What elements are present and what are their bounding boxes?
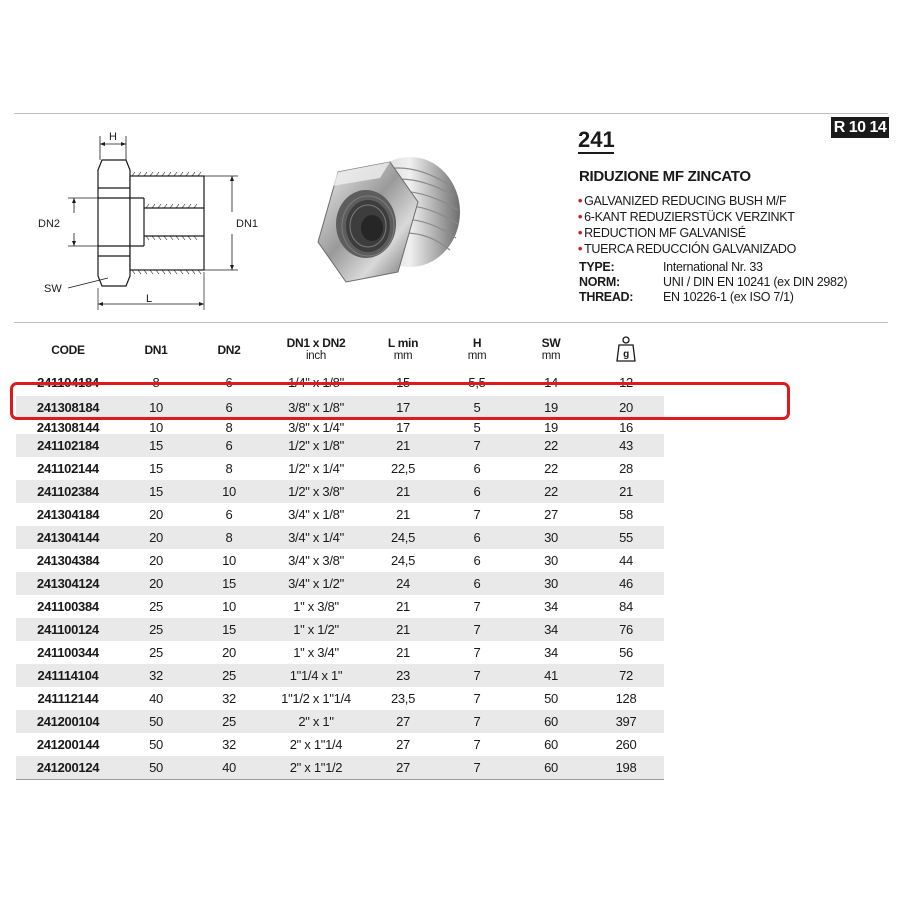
cell-weight: 58 xyxy=(619,507,633,522)
cell-h: 6 xyxy=(473,461,481,476)
cell-weight: 76 xyxy=(588,618,664,641)
cell-code: 241102184 xyxy=(16,434,120,457)
cell-code: 241104184 xyxy=(37,375,99,390)
cell-size: 2" x 1" xyxy=(266,710,366,733)
cell-sw: 22 xyxy=(514,434,588,457)
cell-sw: 27 xyxy=(544,507,558,522)
cell-dn1: 50 xyxy=(120,710,192,733)
cell-dn2: 8 xyxy=(192,526,266,549)
spec-key: TYPE: xyxy=(579,260,615,274)
cell-code: 241102384 xyxy=(16,480,120,503)
cell-lmin: 21 xyxy=(396,507,410,522)
cell-sw: 60 xyxy=(514,756,588,780)
cell-sw: 22 xyxy=(544,461,558,476)
cell-dn1: 25 xyxy=(149,599,163,614)
table-row xyxy=(16,687,664,710)
spec-value: UNI / DIN EN 10241 (ex DIN 2982) xyxy=(663,275,848,289)
cell-h: 6 xyxy=(440,480,514,503)
cell-weight: 56 xyxy=(619,645,633,660)
cell-h: 6 xyxy=(440,572,514,595)
cell-dn1: 50 xyxy=(120,756,192,780)
cell-dn2: 15 xyxy=(192,618,266,641)
cell-lmin: 23 xyxy=(366,664,440,687)
description-item: • TUERCA REDUCCIÓN GALVANIZADO xyxy=(578,242,797,256)
top-divider xyxy=(14,113,888,114)
weight-icon-label: g xyxy=(623,348,629,360)
cell-dn1: 50 xyxy=(149,737,163,752)
cell-code: 241112144 xyxy=(37,691,99,706)
cell-weight: 46 xyxy=(588,572,664,595)
cell-h: 7 xyxy=(440,434,514,457)
spec-list xyxy=(579,260,847,305)
cell-code: 241100384 xyxy=(37,599,99,614)
description-list xyxy=(578,193,796,257)
header-dn1: DN1 xyxy=(144,342,168,357)
cell-dn2: 6 xyxy=(192,396,266,419)
spec-key: NORM: xyxy=(579,275,620,289)
cell-code: 241100124 xyxy=(16,618,120,641)
table-row xyxy=(16,434,664,457)
spec-value: International Nr. 33 xyxy=(663,260,763,274)
cell-size: 1" x 1/2" xyxy=(266,618,366,641)
cell-size: 1" x 3/8" xyxy=(293,599,339,614)
cell-dn2: 25 xyxy=(192,664,266,687)
cell-sw: 41 xyxy=(514,664,588,687)
cell-code: 241304384 xyxy=(36,553,100,568)
cell-weight: 72 xyxy=(588,664,664,687)
cell-size: 1"1/4 x 1" xyxy=(266,664,366,687)
cell-weight: 260 xyxy=(615,737,637,752)
drawing-label-h: H xyxy=(109,131,117,143)
cell-h: 7 xyxy=(440,618,514,641)
cell-dn2: 32 xyxy=(222,737,236,752)
table-row xyxy=(16,526,664,549)
header-sw: SW mm xyxy=(541,336,561,362)
table-row xyxy=(16,664,664,687)
cell-dn1: 40 xyxy=(149,691,163,706)
cell-dn2: 8 xyxy=(225,420,233,434)
cell-weight: 20 xyxy=(588,396,664,419)
cell-lmin: 27 xyxy=(396,737,410,752)
cell-size: 1"1/2 x 1"1/4 xyxy=(281,691,351,706)
cell-h: 7 xyxy=(473,691,481,706)
cell-size: 1/2" x 1/4" xyxy=(288,461,344,476)
cell-sw: 19 xyxy=(514,396,588,419)
cell-lmin: 15 xyxy=(396,375,410,390)
cell-sw: 60 xyxy=(514,710,588,733)
cell-sw: 19 xyxy=(544,420,558,434)
bullet-icon: • xyxy=(578,242,583,256)
cell-h: 5 xyxy=(440,396,514,419)
cell-weight: 397 xyxy=(588,710,664,733)
header-code: CODE xyxy=(51,342,85,357)
drawing-label-dn2: DN2 xyxy=(38,218,61,230)
section-divider xyxy=(14,322,888,323)
cell-h: 7 xyxy=(473,599,481,614)
cell-dn1: 15 xyxy=(120,480,192,503)
cell-h: 7 xyxy=(440,710,514,733)
cell-sw: 14 xyxy=(544,375,558,390)
cell-dn1: 10 xyxy=(120,396,192,419)
table-row xyxy=(16,710,664,733)
cell-size: 3/8" x 1/8" xyxy=(266,396,366,419)
cell-lmin: 21 xyxy=(396,599,410,614)
cell-size: 1/2" x 3/8" xyxy=(266,480,366,503)
drawing-label-l: L xyxy=(146,293,153,305)
cell-size: 2" x 1"1/4 xyxy=(289,737,343,752)
technical-drawing xyxy=(28,126,278,316)
cell-weight: 55 xyxy=(588,526,664,549)
cell-lmin: 21 xyxy=(366,480,440,503)
table-row xyxy=(16,572,664,595)
cell-sw: 60 xyxy=(544,737,558,752)
spec-row-thread xyxy=(579,290,847,305)
cell-dn2: 8 xyxy=(225,461,233,476)
table-header-row xyxy=(16,330,664,370)
cell-size: 2" x 1"1/2 xyxy=(266,756,366,780)
bullet-icon: • xyxy=(578,226,583,240)
catalog-badge: R 10 14 xyxy=(831,117,889,138)
cell-sw: 30 xyxy=(514,572,588,595)
cell-h: 7 xyxy=(473,737,481,752)
cell-sw: 30 xyxy=(544,553,558,568)
table-row xyxy=(16,503,664,526)
cell-size: 1/4" x 1/8" xyxy=(288,375,344,390)
cell-weight: 43 xyxy=(588,434,664,457)
cell-size: 3/4" x 1/2" xyxy=(266,572,366,595)
cell-dn2: 15 xyxy=(192,572,266,595)
cell-sw: 34 xyxy=(514,618,588,641)
cell-sw: 22 xyxy=(514,480,588,503)
cell-weight: 28 xyxy=(619,461,633,476)
cell-dn2: 6 xyxy=(225,375,233,390)
cell-code: 241308144 xyxy=(36,420,100,434)
cell-dn2: 6 xyxy=(192,434,266,457)
cell-weight: 16 xyxy=(619,420,633,434)
cell-lmin: 21 xyxy=(366,618,440,641)
cell-size: 1" x 3/4" xyxy=(293,645,339,660)
table-row xyxy=(16,618,664,641)
cell-dn1: 25 xyxy=(120,618,192,641)
cell-h: 7 xyxy=(440,664,514,687)
table-row xyxy=(16,733,664,756)
cell-dn1: 32 xyxy=(120,664,192,687)
cell-h: 5,5 xyxy=(468,375,486,390)
cell-lmin: 17 xyxy=(366,396,440,419)
table-row xyxy=(16,595,664,618)
weight-icon xyxy=(615,335,637,363)
cell-code: 241114104 xyxy=(16,664,120,687)
table-row xyxy=(16,641,664,664)
description-item: • REDUCTION MF GALVANISÉ xyxy=(578,226,746,240)
cell-h: 5 xyxy=(473,420,481,434)
cell-code: 241200104 xyxy=(16,710,120,733)
bullet-icon: • xyxy=(578,210,583,224)
table-row xyxy=(16,419,664,434)
cell-size: 3/8" x 1/4" xyxy=(288,420,344,434)
cell-lmin: 21 xyxy=(396,645,410,660)
cell-sw: 50 xyxy=(544,691,558,706)
cell-dn1: 20 xyxy=(149,553,163,568)
table-row xyxy=(16,756,664,780)
cell-dn2: 32 xyxy=(222,691,236,706)
cell-size: 1/2" x 1/8" xyxy=(266,434,366,457)
cell-dn1: 10 xyxy=(149,420,163,434)
cell-h: 6 xyxy=(440,526,514,549)
header-dn1xdn2: DN1 x DN2 inch xyxy=(286,336,346,362)
header-weight xyxy=(588,330,664,370)
cell-sw: 30 xyxy=(514,526,588,549)
cell-dn2: 10 xyxy=(192,480,266,503)
cell-dn2: 6 xyxy=(225,507,233,522)
header-h: H mm xyxy=(467,336,487,362)
cell-lmin: 21 xyxy=(366,434,440,457)
cell-dn1: 20 xyxy=(120,572,192,595)
drawing-label-sw: SW xyxy=(44,283,62,295)
cell-code: 241200144 xyxy=(36,737,100,752)
highlighted-row-outline xyxy=(10,382,790,420)
cell-code: 241200124 xyxy=(16,756,120,780)
cell-dn2: 40 xyxy=(192,756,266,780)
table-row xyxy=(16,457,664,480)
cell-sw: 34 xyxy=(544,645,558,660)
cell-sw: 34 xyxy=(544,599,558,614)
cell-lmin: 27 xyxy=(366,710,440,733)
cell-weight: 198 xyxy=(588,756,664,780)
spec-row-norm xyxy=(579,275,847,290)
cell-lmin: 22,5 xyxy=(390,461,416,476)
spec-key: THREAD: xyxy=(579,290,634,304)
spec-row-type xyxy=(579,260,847,275)
product-photo xyxy=(298,132,473,307)
header-dn2: DN2 xyxy=(217,342,241,357)
cell-size: 3/4" x 1/4" xyxy=(266,526,366,549)
table-row xyxy=(16,549,664,572)
cell-size: 3/4" x 1/8" xyxy=(288,507,344,522)
cell-dn1: 15 xyxy=(149,461,163,476)
spec-value: EN 10226-1 (ex ISO 7/1) xyxy=(663,290,794,304)
cell-h: 7 xyxy=(440,756,514,780)
product-title: RIDUZIONE MF ZINCATO xyxy=(579,168,751,185)
cell-dn1: 15 xyxy=(120,434,192,457)
cell-dn2: 25 xyxy=(192,710,266,733)
cell-weight: 21 xyxy=(588,480,664,503)
cell-lmin: 27 xyxy=(366,756,440,780)
bullet-icon: • xyxy=(578,194,583,208)
cell-h: 7 xyxy=(473,507,481,522)
cell-code: 241304184 xyxy=(36,507,100,522)
cell-lmin: 24 xyxy=(366,572,440,595)
cell-code: 241308184 xyxy=(16,396,120,419)
cell-weight: 128 xyxy=(615,691,637,706)
cell-code: 241100344 xyxy=(37,645,99,660)
cell-dn1: 8 xyxy=(152,375,160,390)
cell-code: 241102144 xyxy=(37,461,99,476)
cell-code: 241304144 xyxy=(16,526,120,549)
product-number: 241 xyxy=(578,127,615,152)
cell-lmin: 23,5 xyxy=(390,691,416,706)
cell-code: 241304124 xyxy=(16,572,120,595)
header-lmin: L min mm xyxy=(387,336,419,362)
cell-dn2: 10 xyxy=(222,599,236,614)
description-item: • GALVANIZED REDUCING BUSH M/F xyxy=(578,194,787,208)
cell-lmin: 24,5 xyxy=(366,526,440,549)
cell-lmin: 17 xyxy=(396,420,410,434)
cell-size: 3/4" x 3/8" xyxy=(288,553,344,568)
cell-dn1: 25 xyxy=(149,645,163,660)
cell-dn2: 10 xyxy=(222,553,236,568)
cell-weight: 44 xyxy=(619,553,633,568)
drawing-label-dn1: DN1 xyxy=(236,218,259,230)
description-item: • 6-KANT REDUZIERSTÜCK VERZINKT xyxy=(578,210,795,224)
cell-dn1: 20 xyxy=(149,507,163,522)
cell-lmin: 24,5 xyxy=(390,553,416,568)
cell-weight: 12 xyxy=(619,375,633,390)
table-row xyxy=(16,480,664,503)
cell-dn2: 20 xyxy=(222,645,236,660)
cell-h: 6 xyxy=(473,553,481,568)
cell-weight: 84 xyxy=(619,599,633,614)
cell-h: 7 xyxy=(473,645,481,660)
cell-dn1: 20 xyxy=(120,526,192,549)
